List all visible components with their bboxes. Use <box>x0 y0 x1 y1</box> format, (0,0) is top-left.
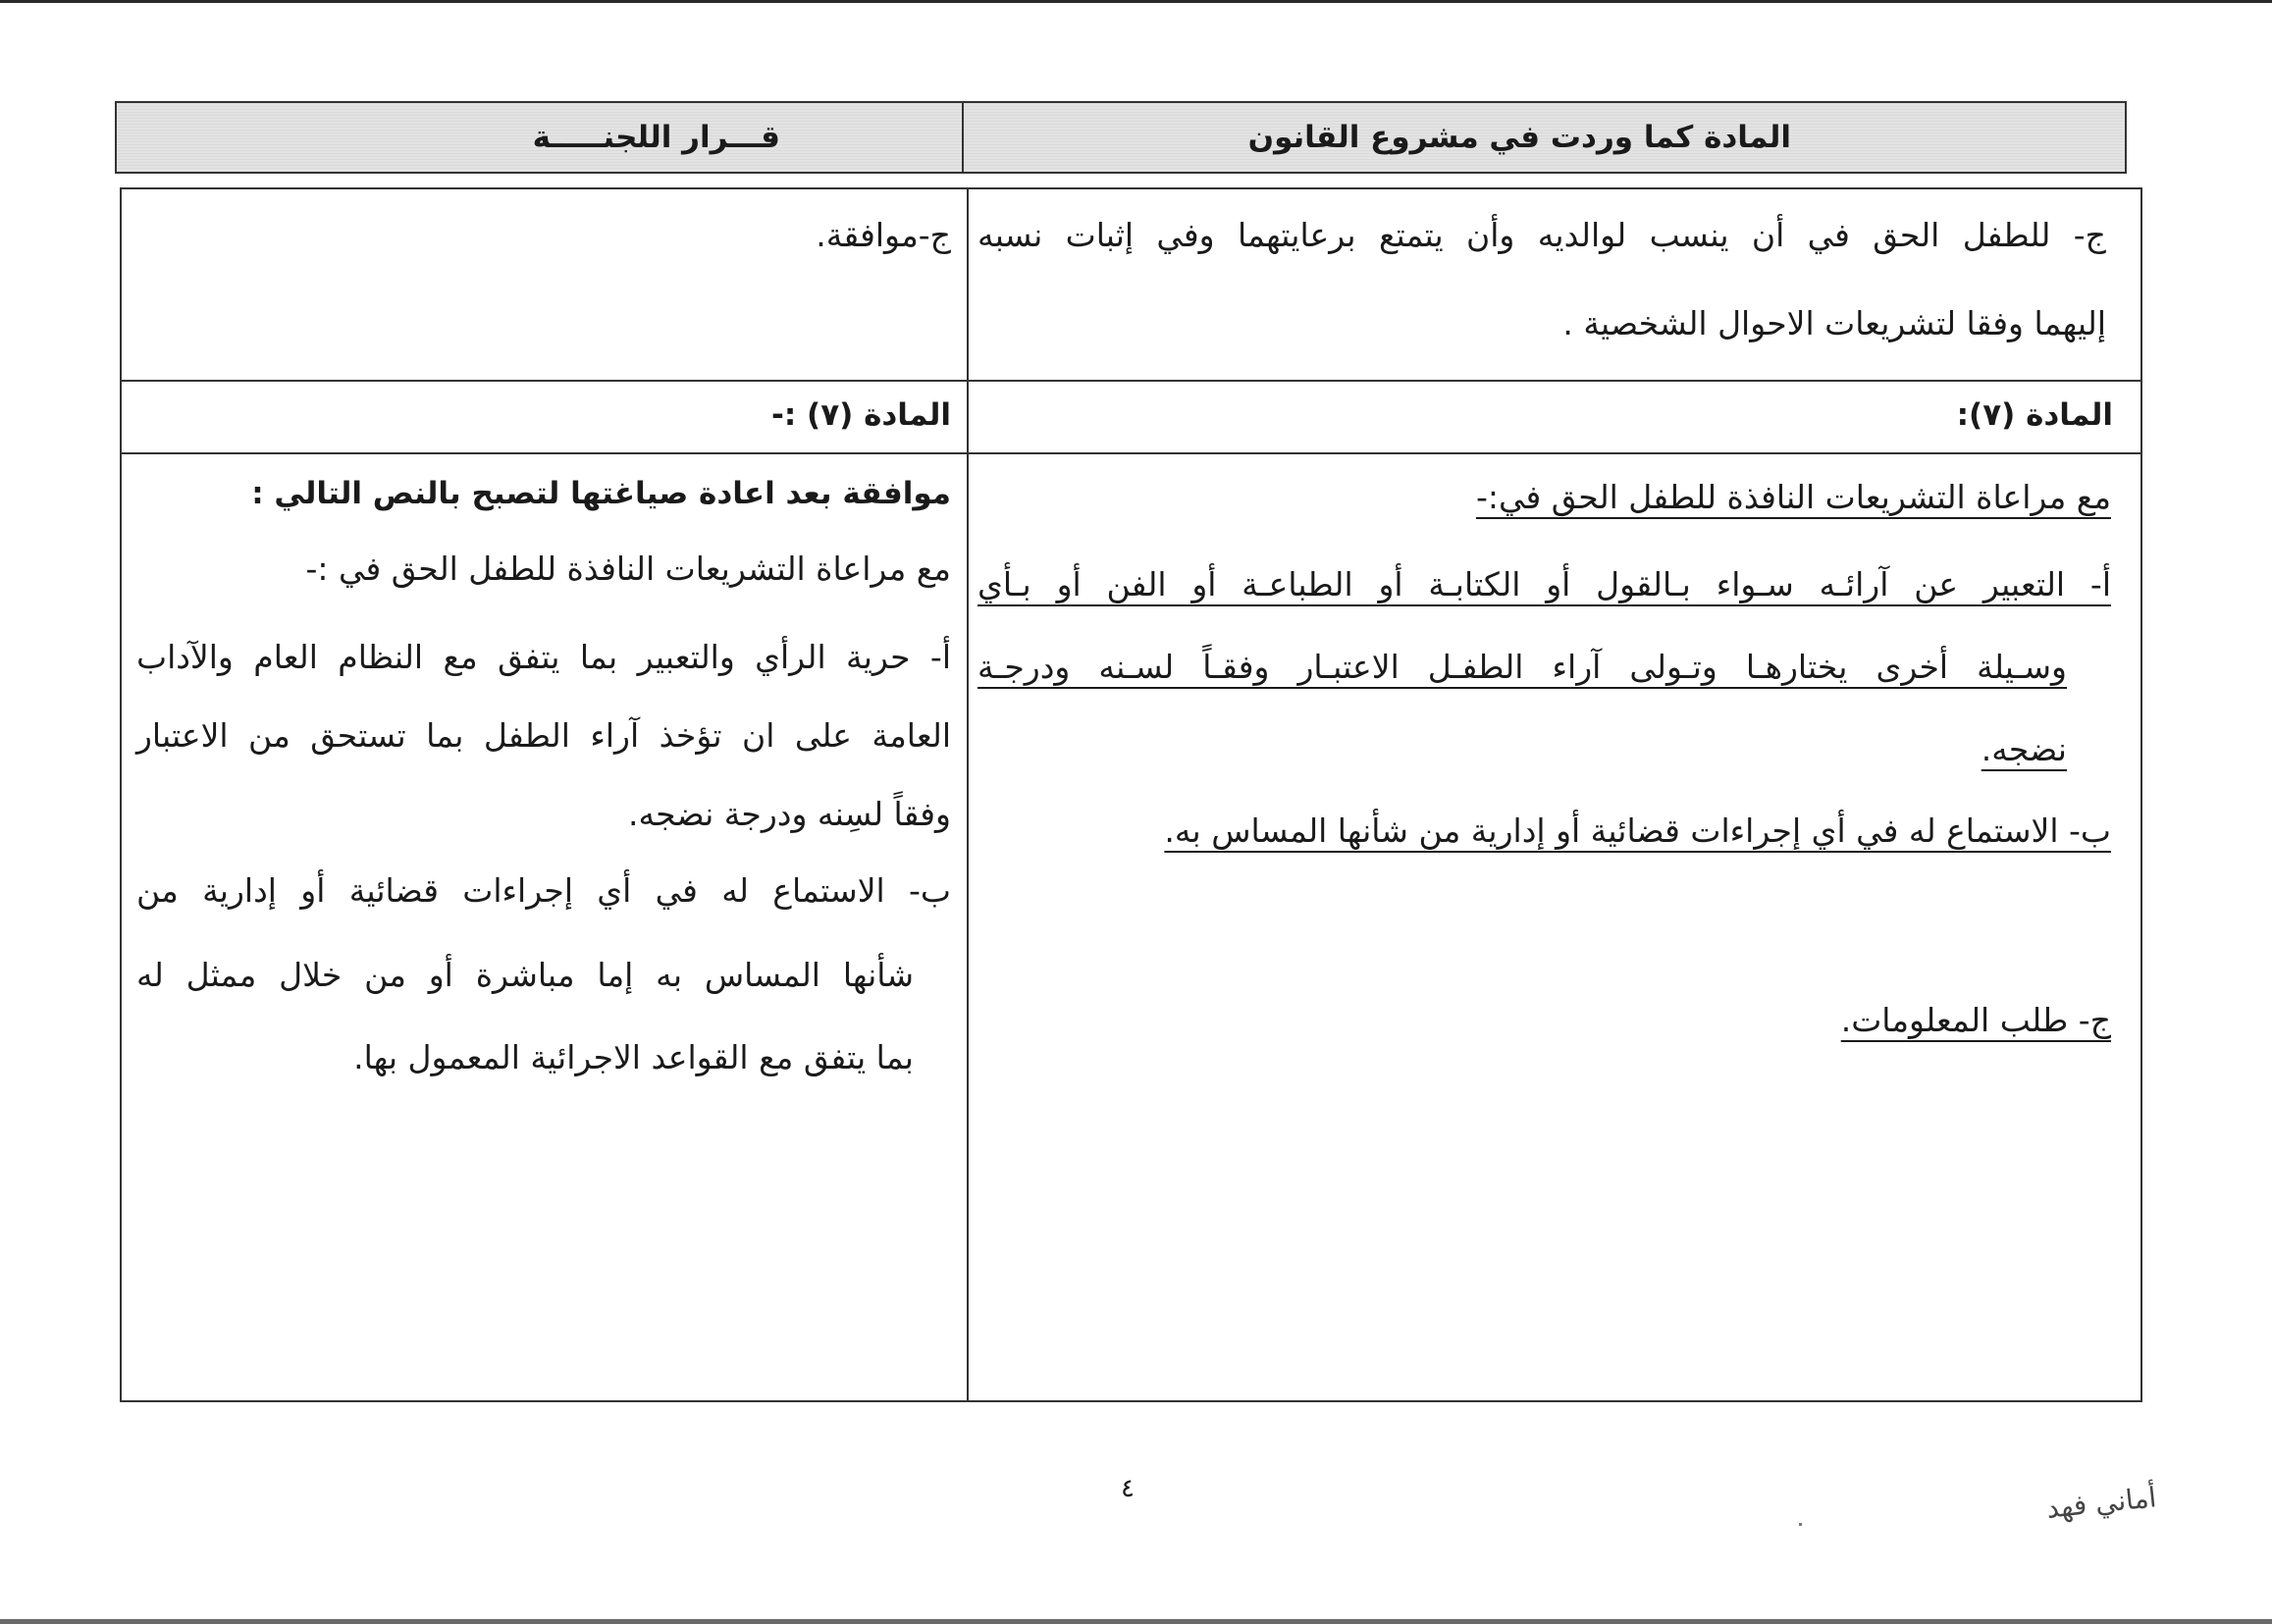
header-right-column: المادة كما وردت في مشروع القانون <box>1247 120 1791 155</box>
row3-left-item-a-line3: وفقاً لسِنه ودرجة نضجه. <box>627 795 951 833</box>
header-left-column: قـــرار اللجنـــــة <box>532 120 780 155</box>
column-divider <box>967 189 969 1400</box>
scan-speck <box>1799 1523 1802 1526</box>
row3-left-item-b-line1: ب- الاستماع له في أي إجراءات قضائية أو إدارية من <box>136 871 951 910</box>
row3-right-item-a-line2: وسـيلة أخرى يختارهـا وتـولى آراء الطفـل الاعتبـار وفقـاً لسـنه ودرجـة <box>977 648 2067 686</box>
row1-right-line2: إليهما وفقا لتشريعات الاحوال الشخصية . <box>1562 304 2106 342</box>
row-divider-2 <box>122 452 2140 454</box>
header-divider <box>962 103 964 172</box>
signature: أماني فهد <box>2044 1481 2158 1525</box>
row3-left-intro: مع مراعاة التشريعات النافذة للطفل الحق في :- <box>305 550 951 588</box>
row3-right-item-a-line3: نضجه. <box>1981 730 2067 768</box>
articles-table <box>120 187 2142 1402</box>
row3-right-item-c: ج- طلب المعلومات. <box>1840 1001 2111 1039</box>
row3-left-item-a-line2: العامة على ان تؤخذ آراء الطفل بما تستحق من الاعتبار <box>136 716 951 755</box>
page-number: ٤ <box>1121 1474 1135 1503</box>
scan-edge-top <box>0 0 2272 3</box>
row-divider-1 <box>122 380 2140 382</box>
row3-left-item-a-line1: أ- حرية الرأي والتعبير بما يتفق مع النظام العام والآداب <box>136 638 951 676</box>
row3-left-heading: موافقة بعد اعادة صياغتها لتصبح بالنص التالي : <box>251 476 951 511</box>
scan-edge-bottom <box>0 1619 2272 1624</box>
row3-left-item-b-line3: بما يتفق مع القواعد الاجرائية المعمول بها. <box>353 1038 914 1076</box>
row1-left-text: ج-موافقة. <box>816 216 951 254</box>
row3-right-item-a-line1: أ- التعبير عن آرائـه سـواء بـالقول أو الكتابـة أو الطباعـة أو الفن أو بـأي <box>977 565 2111 603</box>
row1-right-line1: ج- للطفل الحق في أن ينسب لوالديه وأن يتمتع برعايتهما وفي إثبات نسبه <box>977 216 2106 254</box>
table-header <box>115 101 2127 174</box>
row2-left-article: المادة (٧) :- <box>770 397 951 433</box>
row3-left-item-b-line2: شأنها المساس به إما مباشرة أو من خلال ممثل له <box>136 956 914 994</box>
row3-right-item-b: ب- الاستماع له في أي إجراءات قضائية أو إدارية من شأنها المساس به. <box>1164 812 2111 850</box>
row3-right-intro: مع مراعاة التشريعات النافذة للطفل الحق في:- <box>1475 478 2111 516</box>
row2-right-article: المادة (٧): <box>1956 397 2113 433</box>
